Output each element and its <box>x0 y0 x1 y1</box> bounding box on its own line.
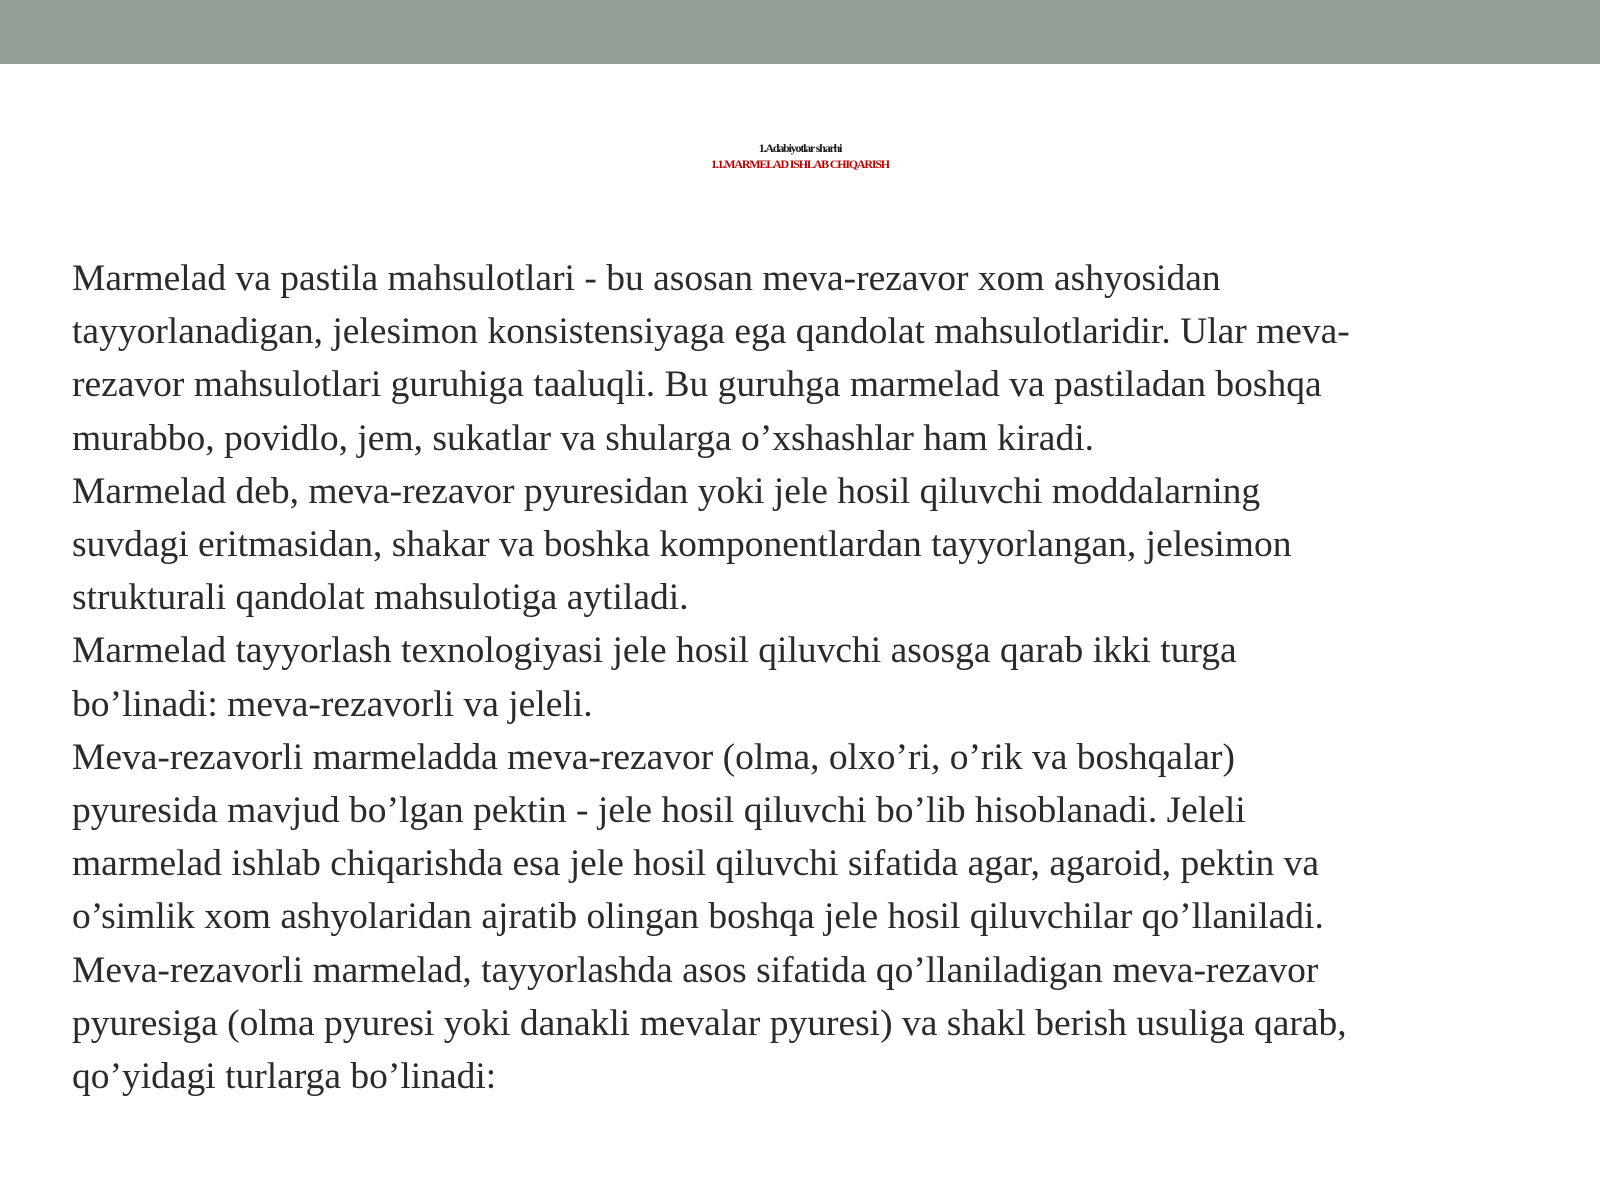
text-line: rezavor mahsulotlari guruhiga taaluqli. Bu guruhga marmelad va pastiladan boshqa <box>72 364 1322 406</box>
slide-subtitle: 1.1.MARMELAD ISHLAB CHIQARISH <box>711 157 889 171</box>
paragraph-2 <box>72 465 1592 625</box>
text-line: o’simlik xom ashyolaridan ajratib olingan boshqa jele hosil qiluvchilar qo’llaniladi. <box>72 896 1324 938</box>
text-line: bo’linadi: meva-rezavorli va jeleli. <box>72 683 593 725</box>
text-line: murabbo, povidlo, jem, sukatlar va shularga o’xshashlar ham kiradi. <box>72 417 1094 459</box>
text-line: pyuresiga (olma pyuresi yoki danakli mevalar pyuresi) va shakl berish usuliga qarab, <box>72 1002 1347 1044</box>
paragraph-3 <box>72 624 1592 730</box>
slide-title: 1.Adabiyotlar sharhi <box>758 141 842 155</box>
text-line: qo’yidagi turlarga bo’linadi: <box>72 1056 497 1098</box>
text-line: marmelad ishlab chiqarishda esa jele hosil qiluvchi sifatida agar, agaroid, pektin va <box>72 843 1320 885</box>
text-line: Marmelad tayyorlash texnologiyasi jele hosil qiluvchi asosga qarab ikki turga <box>72 630 1237 672</box>
paragraph-4 <box>72 731 1592 944</box>
text-line: Meva-rezavorli marmeladda meva-rezavor (olma, olxo’ri, o’rik va boshqalar) <box>72 736 1236 778</box>
paragraph-1 <box>72 252 1592 465</box>
body-text <box>72 252 1592 1103</box>
paragraph-5 <box>72 944 1592 1104</box>
text-line: pyuresida mavjud bo’lgan pektin - jele hosil qiluvchi bo’lib hisoblanadi. Jeleli <box>72 790 1246 832</box>
slide-title-block <box>600 140 1000 172</box>
top-bar <box>0 0 1600 64</box>
text-line: Meva-rezavorli marmelad, tayyorlashda asos sifatida qo’llaniladigan meva-rezavor <box>72 949 1319 991</box>
text-line: Marmelad va pastila mahsulotlari - bu asosan meva-rezavor xom ashyosidan <box>72 258 1221 299</box>
text-line: strukturali qandolat mahsulotiga aytiladi. <box>72 577 689 619</box>
text-line: Marmelad deb, meva-rezavor pyuresidan yoki jele hosil qiluvchi moddalarning <box>72 470 1261 512</box>
text-line: tayyorlanadigan, jelesimon konsistensiyaga ega qandolat mahsulotlaridir. Ular meva- <box>72 311 1350 353</box>
text-line: suvdagi eritmasidan, shakar va boshka komponentlardan tayyorlangan, jelesimon <box>72 524 1292 566</box>
